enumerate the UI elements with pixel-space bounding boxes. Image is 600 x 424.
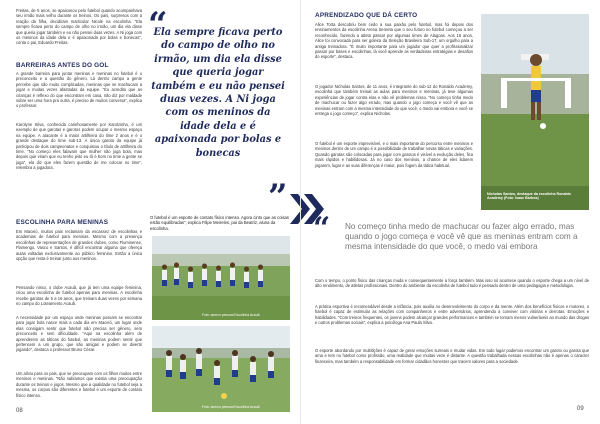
page-number-right: 09	[577, 406, 584, 412]
aprendizado-paragraph-3: O futebol é um esporte imprevisível, e o mais importante do percurso entre meninos e meninos dentro de um campo é a possibilidade de trabalhar novas táticas e variações. Quando garotas são colocadas para jogar com garotos é visível a evolução deles, fica mais rápidos e habilidosas. Já no caso dos meninos, a chance de eles lidarem jogarem, lugar e as suas diferenças é maior, pois fogem da tática habitual.	[315, 141, 473, 168]
closing-paragraph-3: O esporte abordando por multitlções é capaz de gerar emoções surreais e mudar vidas. Em todo lugar podemos encontrar um garoto ou garota que ama e tem no futebol como profissão, uma realidade que muitas veze é distante. A questão trabalhada nessas escolinhas não é apenas o caracter financeira, mas também a responsabilidade em formar cidadãos honestos que tracem valores para a sociedade.	[315, 348, 589, 364]
escolinha-paragraph-3: A necessidade por um espaço onde meninas possam se encontrar para jogar bola nasce mais a cada dia em Maceió, um lugar onde elas consigam sentir que futebol não precisa ser gênero, sem preconceito e sem dificuldade. "Aqui na escolinha além de aprenderem as táticas do futebol, as meninas podem sentir que pertencem a um grupo, que são amigas e podem se divertir jogando", destaca o professor Bruno César.	[16, 315, 142, 353]
aprendizado-paragraph-2: O jogador Nicholas Santos, de 11 anos, é integrante do sub-12 do Ronaldo Academy, escolinha que também treinat as aulas para meninos e meninas, já teve algumas experiências de jogar contra elas e não vê problemas nisso. "No começo tinha medo de machucar ou fazer algo errado, mas quando o jogo começa e você vê que as meninas entram com a mesma intensidade do que você, o medo vai embora e você se entrega o jogo começo", explica Nicholas.	[315, 84, 473, 117]
escolinha-paragraph-1: Em Maceió, muitos pais reclamam da escassez de escolinhas e academias de futebol para meninas. Mesmo com a presença escolinhas de representações de grandes clubes, como Fluminense, Flamengo, Vasco e Santos, é difícil encontrar alguma que ofereça aulas voltadas exclusivamente ao público feminino. Então a única opção que resta é treinar junto aos meninos.	[16, 229, 142, 262]
page-number-left: 08	[16, 408, 23, 414]
closing-paragraph-2: A prática esportiva é recomendável desde a infância, pois auxilia no desenvolvimento do corpo e da mente. Além dos benefícios físicos e motores, o futebol é capaz de estimular as relações com companheiros e entre adversários, aprendendo a conviver com vitórias e derrotas. Emoções e habilidades. "Com treinos frequentes, os jovens podem alcançar grandes performances e também se tornam menos vulneráveis ao mundo das drogas e outros problemas sociais", explica a psicóloga Ana Paula Silva.	[315, 304, 589, 326]
photo-nicholas-image	[481, 14, 589, 210]
photo-girls-team	[152, 326, 290, 412]
photo-caption-main: O futebol é um esporte de contato físico intenso. Agora cinto que as coisas estão equilibradas", explica Filipe Meireles, pai da Beatriz, aluna da escolinha.	[150, 215, 289, 231]
heading-escolinha: ESCOLINHA PARA MENINAS	[16, 219, 109, 226]
pull-quote-right: No começo tinha medo de machucar ou fazer algo errado, mas quando o jogo começa e você vê que as meninas entram com a mesma intensidade do que você, o medo vai embora	[345, 222, 578, 252]
escolinha-paragraph-4: Um alívio para os pais, que se preocupam com os filhos muitos entre meninos e meninas. "Não sabíamos que existia uma preocupação durante os treinos e jogos. Mesmo que a qualidade no futebol seja a mesma, os corpos são diferentes e futebol é um esporte de contato físico intenso.	[16, 371, 142, 398]
barreiras-paragraph: A grande barreira para juntar meninas e meninas no futebol é o preconceito e a questão do gênero. Lá dentro campo a gente percebe que são muito complicadas, meninas que se machucam a jogar e muitas vezes afastadas da equipe. "Eu acredito que as crianças é reflexo do que encontram em casa, não diz por maldade sobre ser uma hora pra outra, é preciso de muitos conversa", explica o professor.	[16, 71, 142, 109]
aprendizado-paragraph-1: Alice Torta descobriu bem cedo a sua paixão pelo futebol, mas foi depois dos ensinamentos da escolinha Arena Sereeta que o seu futuro no futebol começou a ser reconhecido, fazendo a atleta passar por algumas times de Alagoas. Aos 16 anos, Alice foi convocada para ser goleira da Seleção Brasileira Sub-17, um orgulho para a antiga treinadora. "É muito importante para um jogador que quer a profissionalizar passar por bases e escolinhas, lá você aprende as verdadeiras estratégias e desafios do esporte", destaca.	[315, 22, 473, 60]
photo-credit-2: Foto: acervo pessoal Escolinha Acauã	[202, 405, 260, 409]
heading-barreiras: BARREIRAS ANTES DO GOL	[16, 62, 109, 69]
right-page	[300, 0, 600, 424]
open-quote-icon-right: “	[313, 211, 331, 246]
photo-girls-training-image	[152, 236, 290, 320]
intro-paragraph: Freitas, de 5 anos, se apaixonou pelo futebol quando acompanhava seu irmão mais velho durante os treinos. Os pais, surpresos com a reação da filha, decidiram matricular Nicole na escolinha. "Ela sempre ficava perto do campo de olho no irmão, um dia ela disse que queria jogar também e eu não pensei duas vezes. A Ni joga com os meninos da idade dela e é apaixonada por bolas e bonecas", conta o pai, Eduardo Freitas.	[16, 8, 142, 46]
heading-aprendizado: APRENDIZADO QUE DÁ CERTO	[315, 12, 418, 19]
open-quote-icon: “	[148, 5, 168, 45]
pull-quote: Ela sempre ficava perto do campo de olho no irmão, um dia ela disse que queria jogar também e eu não pensei duas vezes. A Ni joga com os meninos da idade dela e é apaixonada por bolas e bonecas	[151, 27, 285, 159]
karolyne-paragraph: Karolyne Silva, conhecida carinhosamente por Karolzinha, é um exemplo de que garotas e garotos podem ocupar o mesmo espaço na equipe. A atacante é a maior artilheira do time 2 anos e é o grande destaque do time sub-13. A única garota da equipe já participou de dois campeonatos e conquistou o título de artilheira do time. "No começo eles falavam que mulher não joga bola, mas depois que viram que eu tenho jeito eu tô é bom no time a gente se joga", ela diz que eles fazem questão de me colocar no time", relembra a jogadora.	[16, 122, 142, 171]
photo-credit-1: Foto: acervo pessoal Escolinha Acauã	[202, 313, 260, 317]
photo-caption-right: Nicholas Santos, destaque da escolinha Ronaldo Academy (Foto: Isaac Barbos)	[487, 192, 571, 201]
escolinha-paragraph-2: Pensando nisso, o clube Acauã, que já tem uma equipe feminina, criou uma escolinha de futebol apenas para meninas. A escolinha recebe garotas de 5 a 16 anos, que treinam duas vezes por semana no campo do Loteamento Acauã.	[16, 285, 142, 307]
photo-nicholas	[481, 14, 589, 210]
photo-girls-team-image	[152, 326, 290, 412]
photo-girls-training	[152, 236, 290, 320]
close-quote-icon: ”	[268, 177, 288, 217]
closing-paragraph-1: Com o tempo, o ponto físico das crianças muda e consequentemente a força também. Mas isso só acontece quando o esporte chega a um nível de alto rendimento, de atletas profissionais. Dentro do ambiente da escolinha de futebol tudo é pensado dentro de uma pedagogia e metodologia.	[315, 278, 589, 289]
